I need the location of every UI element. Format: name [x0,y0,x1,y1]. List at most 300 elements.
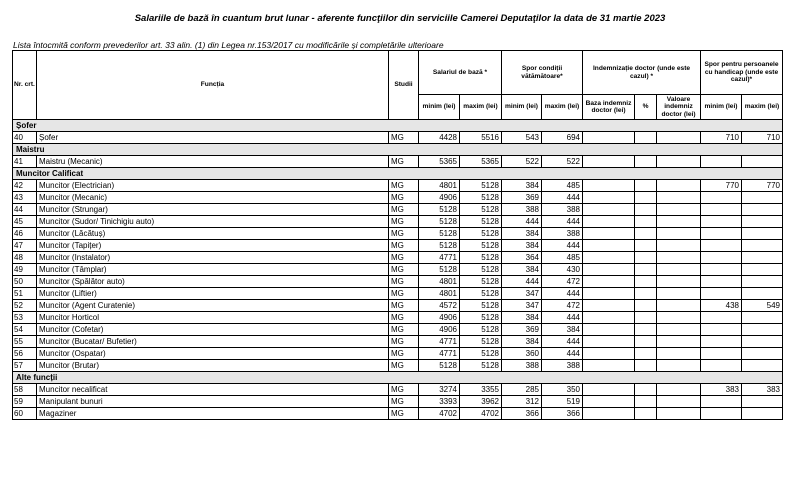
cell-studii: MG [389,360,419,372]
cell-spor-max: 350 [542,384,583,396]
table-row [13,276,783,288]
cell-baza [583,252,635,264]
cell-studii: MG [389,348,419,360]
cell-sal-max: 5128 [460,192,502,204]
cell-nr: 51 [13,288,37,300]
cell-nr: 56 [13,348,37,360]
cell-studii: MG [389,228,419,240]
cell-sal-max: 5128 [460,312,502,324]
cell-sal-min: 4906 [419,192,460,204]
cell-spor-min: 388 [502,360,542,372]
cell-functia: Muncitor (Cofetar) [37,324,389,336]
cell-nr: 46 [13,228,37,240]
header-salariu-minim: minim (lei) [419,95,460,120]
cell-spor-min: 384 [502,228,542,240]
cell-functia: Muncitor (Ospatar) [37,348,389,360]
cell-spor-max: 444 [542,348,583,360]
cell-nr: 55 [13,336,37,348]
cell-baza [583,180,635,192]
cell-hand-max [742,312,783,324]
header-procent: % [635,95,657,120]
header-salariu-maxim: maxim (lei) [460,95,502,120]
cell-proc [635,288,657,300]
table-row [13,240,783,252]
cell-hand-max [742,252,783,264]
cell-nr: 53 [13,312,37,324]
cell-spor-max: 485 [542,252,583,264]
cell-sal-max: 5128 [460,180,502,192]
cell-spor-min: 543 [502,132,542,144]
cell-functia: Muncitor Horticol [37,312,389,324]
cell-baza [583,348,635,360]
cell-spor-min: 312 [502,396,542,408]
cell-proc [635,336,657,348]
cell-baza [583,396,635,408]
cell-studii: MG [389,216,419,228]
cell-sal-min: 4702 [419,408,460,420]
table-row [13,264,783,276]
table-row [13,360,783,372]
cell-hand-min: 383 [701,384,742,396]
cell-val [657,348,701,360]
table-row [13,336,783,348]
cell-hand-max [742,336,783,348]
cell-spor-min: 285 [502,384,542,396]
cell-proc [635,216,657,228]
cell-proc [635,348,657,360]
cell-spor-min: 364 [502,252,542,264]
cell-nr: 59 [13,396,37,408]
cell-spor-max: 472 [542,300,583,312]
table-row [13,156,783,168]
cell-proc [635,300,657,312]
header-salariu: Salariul de bază * [419,51,502,95]
cell-sal-max: 5128 [460,252,502,264]
cell-studii: MG [389,276,419,288]
cell-hand-min [701,192,742,204]
cell-studii: MG [389,240,419,252]
cell-spor-min: 360 [502,348,542,360]
cell-spor-max: 444 [542,336,583,348]
table-row [13,408,783,420]
cell-sal-min: 4906 [419,324,460,336]
cell-nr: 57 [13,360,37,372]
cell-val [657,300,701,312]
cell-nr: 49 [13,264,37,276]
cell-hand-max [742,360,783,372]
cell-proc [635,264,657,276]
section-title: Șofer [13,120,783,132]
cell-val [657,204,701,216]
cell-spor-min: 347 [502,300,542,312]
cell-hand-min [701,276,742,288]
cell-baza [583,192,635,204]
cell-sal-min: 5128 [419,216,460,228]
cell-nr: 45 [13,216,37,228]
cell-val [657,336,701,348]
section-header [13,168,783,180]
cell-spor-min: 369 [502,324,542,336]
header-nr: Nr. crt. [13,51,37,120]
cell-studii: MG [389,312,419,324]
cell-sal-max: 5128 [460,264,502,276]
cell-functia: Manipulant bunuri [37,396,389,408]
cell-nr: 60 [13,408,37,420]
cell-proc [635,240,657,252]
cell-hand-min [701,264,742,276]
cell-sal-min: 4801 [419,180,460,192]
header-spor-maxim: maxim (lei) [542,95,583,120]
cell-studii: MG [389,180,419,192]
cell-spor-max: 444 [542,192,583,204]
cell-spor-min: 366 [502,408,542,420]
cell-spor-min: 384 [502,240,542,252]
cell-spor-min: 347 [502,288,542,300]
cell-sal-min: 4771 [419,252,460,264]
section-header [13,144,783,156]
cell-nr: 52 [13,300,37,312]
cell-hand-min [701,312,742,324]
cell-baza [583,336,635,348]
cell-sal-max: 5128 [460,288,502,300]
cell-sal-min: 4801 [419,276,460,288]
cell-studii: MG [389,396,419,408]
cell-functia: Muncitor (Instalator) [37,252,389,264]
cell-val [657,216,701,228]
cell-val [657,132,701,144]
cell-hand-max: 383 [742,384,783,396]
cell-hand-max [742,156,783,168]
cell-spor-max: 522 [542,156,583,168]
table-row [13,396,783,408]
cell-hand-max [742,228,783,240]
cell-hand-min [701,360,742,372]
cell-nr: 47 [13,240,37,252]
cell-proc [635,384,657,396]
cell-sal-max: 5128 [460,228,502,240]
cell-sal-min: 4771 [419,348,460,360]
header-handicap-minim: minim (lei) [701,95,742,120]
cell-proc [635,276,657,288]
cell-spor-max: 430 [542,264,583,276]
header-handicap-maxim: maxim (lei) [742,95,783,120]
header-functia: Funcția [37,51,389,120]
cell-functia: Muncitor (Electrician) [37,180,389,192]
cell-spor-min: 444 [502,276,542,288]
cell-sal-max: 3355 [460,384,502,396]
cell-nr: 43 [13,192,37,204]
cell-hand-max [742,264,783,276]
cell-functia: Muncitor (Agent Curatenie) [37,300,389,312]
cell-functia: Muncitor (Bucatar/ Bufetier) [37,336,389,348]
section-title: Muncitor Calificat [13,168,783,180]
cell-baza [583,360,635,372]
cell-val [657,360,701,372]
section-title: Maistru [13,144,783,156]
cell-hand-min [701,156,742,168]
cell-val [657,276,701,288]
cell-baza [583,300,635,312]
cell-nr: 50 [13,276,37,288]
cell-sal-max: 3962 [460,396,502,408]
cell-baza [583,156,635,168]
cell-functia: Muncitor necalificat [37,384,389,396]
table-row [13,204,783,216]
cell-val [657,180,701,192]
cell-sal-max: 5128 [460,360,502,372]
cell-studii: MG [389,300,419,312]
cell-hand-min [701,252,742,264]
cell-baza [583,132,635,144]
cell-studii: MG [389,252,419,264]
cell-hand-max [742,204,783,216]
cell-spor-min: 522 [502,156,542,168]
section-title: Alte funcții [13,372,783,384]
cell-proc [635,312,657,324]
cell-baza [583,204,635,216]
cell-hand-min: 770 [701,180,742,192]
cell-sal-max: 5128 [460,276,502,288]
table-body [13,120,783,420]
cell-sal-max: 5128 [460,324,502,336]
cell-spor-min: 369 [502,192,542,204]
cell-hand-max [742,408,783,420]
cell-functia: Muncitor (Tâmplar) [37,264,389,276]
cell-functia: Șofer [37,132,389,144]
document-title: Salariile de bază în cuantum brut lunar - aferente funcţiilor din serviciile Camerei Deputaţilor la data de 31 martie 2023 [134,13,666,24]
table-row [13,180,783,192]
cell-hand-min [701,228,742,240]
cell-hand-min [701,396,742,408]
cell-val [657,408,701,420]
cell-sal-max: 5516 [460,132,502,144]
cell-nr: 54 [13,324,37,336]
cell-sal-min: 5128 [419,360,460,372]
cell-val [657,324,701,336]
salary-table [12,50,783,420]
cell-spor-max: 694 [542,132,583,144]
cell-sal-min: 5128 [419,228,460,240]
cell-proc [635,192,657,204]
cell-nr: 58 [13,384,37,396]
cell-hand-min [701,288,742,300]
cell-hand-max [742,324,783,336]
cell-val [657,384,701,396]
cell-functia: Muncitor (Brutar) [37,360,389,372]
cell-functia: Muncitor (Mecanic) [37,192,389,204]
cell-spor-min: 444 [502,216,542,228]
cell-sal-min: 4771 [419,336,460,348]
header-studii: Studii [389,51,419,120]
cell-proc [635,252,657,264]
cell-studii: MG [389,384,419,396]
cell-spor-min: 384 [502,180,542,192]
cell-studii: MG [389,336,419,348]
cell-spor-max: 388 [542,204,583,216]
cell-hand-max [742,216,783,228]
cell-hand-min [701,408,742,420]
cell-sal-max: 5128 [460,204,502,216]
table-row [13,324,783,336]
cell-nr: 41 [13,156,37,168]
cell-spor-max: 388 [542,360,583,372]
cell-sal-max: 5365 [460,156,502,168]
cell-functia: Maistru (Mecanic) [37,156,389,168]
cell-baza [583,384,635,396]
cell-sal-min: 5128 [419,204,460,216]
cell-proc [635,132,657,144]
document-subtitle: Lista întocmită conform prevederilor art. 33 alin. (1) din Legea nr.153/2017 cu modificările și completările ulterioare [13,40,444,50]
cell-spor-max: 366 [542,408,583,420]
cell-hand-min [701,348,742,360]
cell-baza [583,264,635,276]
cell-spor-max: 472 [542,276,583,288]
cell-val [657,156,701,168]
cell-functia: Muncitor (Tapițer) [37,240,389,252]
cell-nr: 44 [13,204,37,216]
cell-functia: Muncitor (Spălător auto) [37,276,389,288]
cell-sal-min: 5365 [419,156,460,168]
cell-hand-max [742,192,783,204]
cell-sal-max: 4702 [460,408,502,420]
cell-baza [583,216,635,228]
cell-spor-max: 485 [542,180,583,192]
cell-sal-min: 3274 [419,384,460,396]
cell-spor-max: 384 [542,324,583,336]
cell-proc [635,324,657,336]
cell-hand-max [742,276,783,288]
table-row [13,228,783,240]
cell-baza [583,312,635,324]
cell-nr: 42 [13,180,37,192]
cell-baza [583,288,635,300]
cell-baza [583,408,635,420]
cell-hand-max [742,348,783,360]
table-row [13,288,783,300]
cell-baza [583,324,635,336]
header-spor-conditii: Spor condiții vătămătoare* [502,51,583,95]
cell-studii: MG [389,324,419,336]
cell-nr: 40 [13,132,37,144]
cell-studii: MG [389,204,419,216]
cell-hand-min [701,240,742,252]
cell-sal-min: 4572 [419,300,460,312]
cell-sal-max: 5128 [460,336,502,348]
table-row [13,216,783,228]
cell-val [657,288,701,300]
cell-sal-max: 5128 [460,216,502,228]
cell-studii: MG [389,132,419,144]
cell-baza [583,276,635,288]
cell-val [657,396,701,408]
cell-sal-max: 5128 [460,300,502,312]
header-spor-minim: minim (lei) [502,95,542,120]
cell-baza [583,228,635,240]
header-valoare-indemniz: Valoare indemniz doctor (lei) [657,95,701,120]
cell-sal-min: 4906 [419,312,460,324]
cell-hand-min: 438 [701,300,742,312]
table-row [13,300,783,312]
table-row [13,132,783,144]
cell-hand-max [742,288,783,300]
cell-val [657,192,701,204]
cell-sal-max: 5128 [460,240,502,252]
cell-spor-min: 384 [502,264,542,276]
cell-sal-max: 5128 [460,348,502,360]
cell-proc [635,408,657,420]
cell-val [657,240,701,252]
table-row [13,312,783,324]
cell-val [657,264,701,276]
cell-val [657,312,701,324]
cell-hand-min [701,216,742,228]
cell-nr: 48 [13,252,37,264]
cell-studii: MG [389,288,419,300]
cell-functia: Muncitor (Sudor/ Tinichigiu auto) [37,216,389,228]
cell-sal-min: 3393 [419,396,460,408]
cell-baza [583,240,635,252]
cell-studii: MG [389,192,419,204]
header-spor-handicap: Spor pentru persoanele cu handicap (unde este cazul)* [701,51,783,95]
cell-sal-min: 5128 [419,264,460,276]
cell-val [657,228,701,240]
cell-spor-max: 444 [542,312,583,324]
cell-functia: Muncitor (Strungar) [37,204,389,216]
cell-proc [635,180,657,192]
cell-hand-max [742,396,783,408]
cell-studii: MG [389,156,419,168]
header-indemnizatie: Indemnizație doctor (unde este cazul) * [583,51,701,95]
cell-sal-min: 5128 [419,240,460,252]
cell-hand-min [701,336,742,348]
cell-spor-min: 384 [502,336,542,348]
cell-sal-min: 4428 [419,132,460,144]
cell-hand-min: 710 [701,132,742,144]
cell-hand-max: 549 [742,300,783,312]
cell-sal-min: 4801 [419,288,460,300]
cell-hand-max: 770 [742,180,783,192]
cell-spor-max: 444 [542,240,583,252]
cell-spor-max: 444 [542,288,583,300]
cell-proc [635,228,657,240]
cell-spor-min: 384 [502,312,542,324]
table-row [13,348,783,360]
cell-val [657,252,701,264]
cell-hand-min [701,324,742,336]
cell-proc [635,204,657,216]
cell-functia: Muncitor (Lăcătuș) [37,228,389,240]
cell-functia: Muncitor (Liftier) [37,288,389,300]
cell-spor-max: 388 [542,228,583,240]
cell-functia: Magaziner [37,408,389,420]
cell-hand-max: 710 [742,132,783,144]
cell-studii: MG [389,264,419,276]
cell-studii: MG [389,408,419,420]
cell-proc [635,360,657,372]
cell-proc [635,156,657,168]
cell-spor-max: 519 [542,396,583,408]
header-baza-indemniz: Baza indemniz doctor (lei) [583,95,635,120]
section-header [13,372,783,384]
table-row [13,252,783,264]
cell-hand-min [701,204,742,216]
cell-spor-min: 388 [502,204,542,216]
cell-proc [635,396,657,408]
cell-spor-max: 444 [542,216,583,228]
table-row [13,384,783,396]
section-header [13,120,783,132]
cell-hand-max [742,240,783,252]
